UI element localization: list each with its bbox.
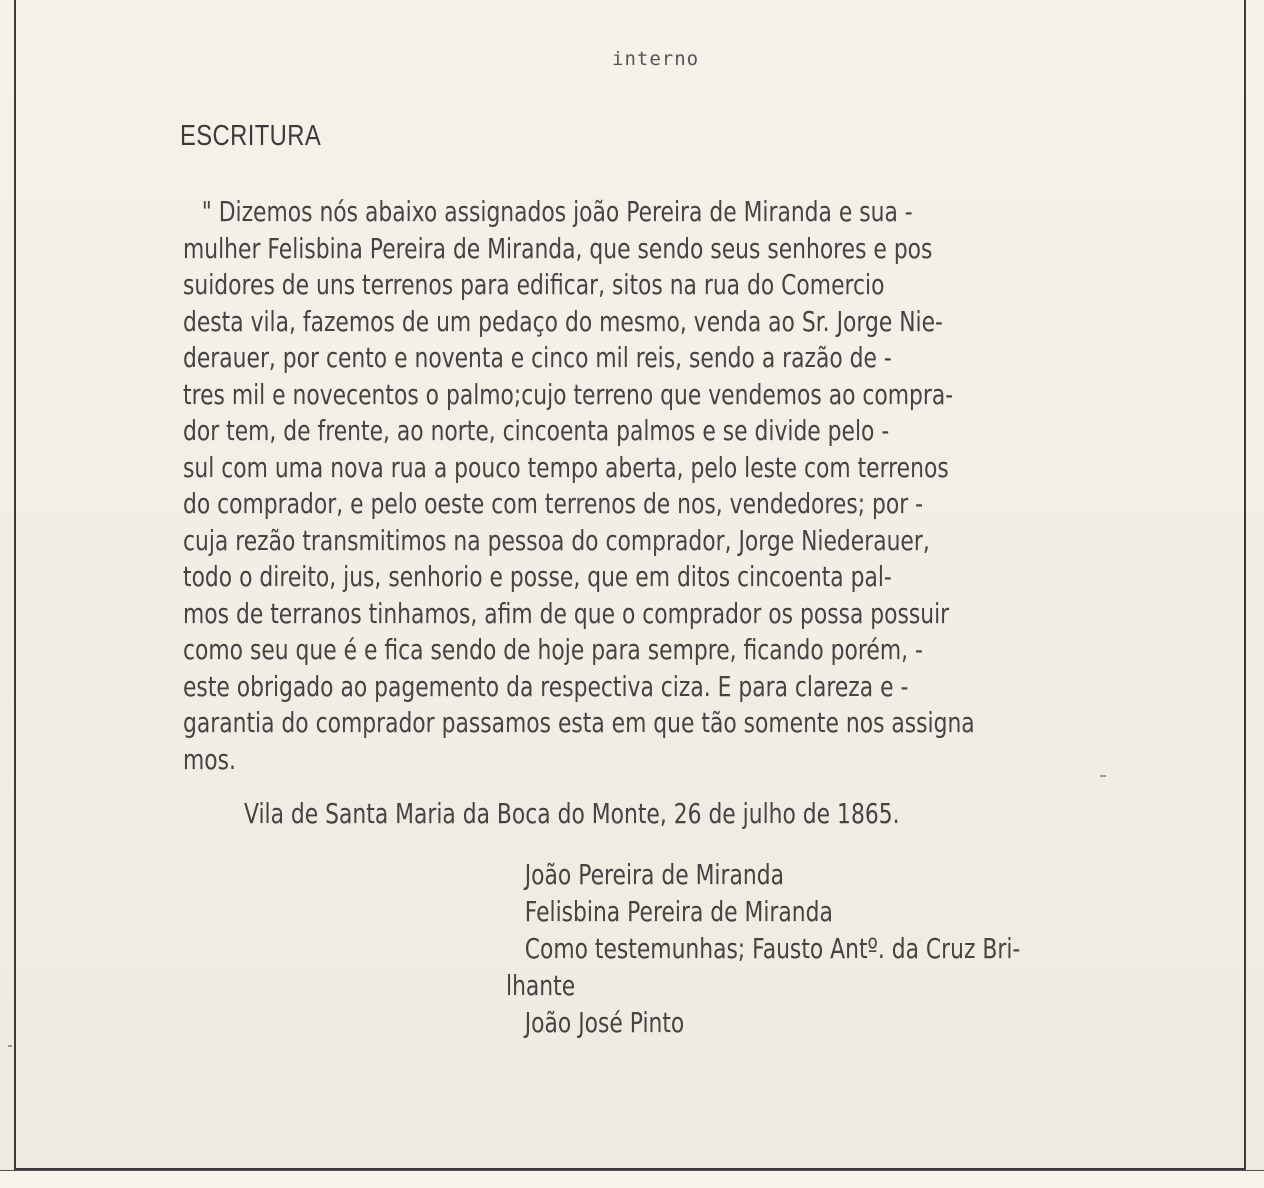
signature-line: lhante <box>506 969 576 1002</box>
page-bottom-edge <box>0 1170 1264 1188</box>
body-line: este obrigado ao pagemento da respectiva ciza. E para clareza e - <box>183 669 909 703</box>
header-label: interno <box>612 48 700 70</box>
body-line: do comprador, e pelo oeste com terrenos de nos, vendedores; por - <box>183 487 924 520</box>
body-line: garantia do comprador passamos esta em que tão somente nos assigna <box>183 706 975 739</box>
document-title: ESCRITURA <box>180 120 322 152</box>
body-line: suidores de uns terrenos para edificar, sitos na rua do Comercio <box>183 268 885 301</box>
body-line: dor tem, de frente, ao norte, cincoenta palmos e se divide pelo - <box>183 414 890 447</box>
body-line: " Dizemos nós abaixo assignados joão Pereira de Miranda e sua - <box>201 195 913 228</box>
body-line: como seu que é e fica sendo de hoje para sempre, ficando porém, - <box>183 633 923 666</box>
body-line: mulher Felisbina Pereira de Miranda, que sendo seus senhores e pos <box>183 231 933 265</box>
body-line: cuja rezão transmitimos na pessoa do comprador, Jorge Niederauer, <box>183 523 930 557</box>
document-date-line: Vila de Santa Maria da Boca do Monte, 26 de julho de 1865. <box>244 797 900 830</box>
paper-speck <box>1100 775 1106 777</box>
body-line: desta vila, fazemos de um pedaço do mesmo, venda ao Sr. Jorge Nie- <box>183 304 943 338</box>
signature-line: Felisbina Pereira de Miranda <box>524 895 833 928</box>
body-line: derauer, por cento e noventa e cinco mil reis, sendo a razão de - <box>183 341 892 374</box>
body-line: tres mil e novecentos o palmo;cujo terreno que vendemos ao compra- <box>183 377 954 411</box>
document-body <box>183 194 1183 778</box>
body-line: mos de terranos tinhamos, afim de que o comprador os possa possuir <box>183 596 950 630</box>
body-line: mos. <box>183 742 236 776</box>
signature-line: João Pereira de Miranda <box>524 858 784 891</box>
signature-line: João José Pinto <box>524 1006 685 1039</box>
paper-speck <box>8 1045 12 1047</box>
body-line: sul com uma nova rua a pouco tempo aberta, pelo leste com terrenos <box>183 450 949 484</box>
signature-block <box>506 856 1206 1041</box>
signature-line: Como testemunhas; Fausto Antº. da Cruz Bri- <box>524 932 1021 965</box>
body-line: todo o direito, jus, senhorio e posse, que em ditos cincoenta pal- <box>183 560 892 593</box>
